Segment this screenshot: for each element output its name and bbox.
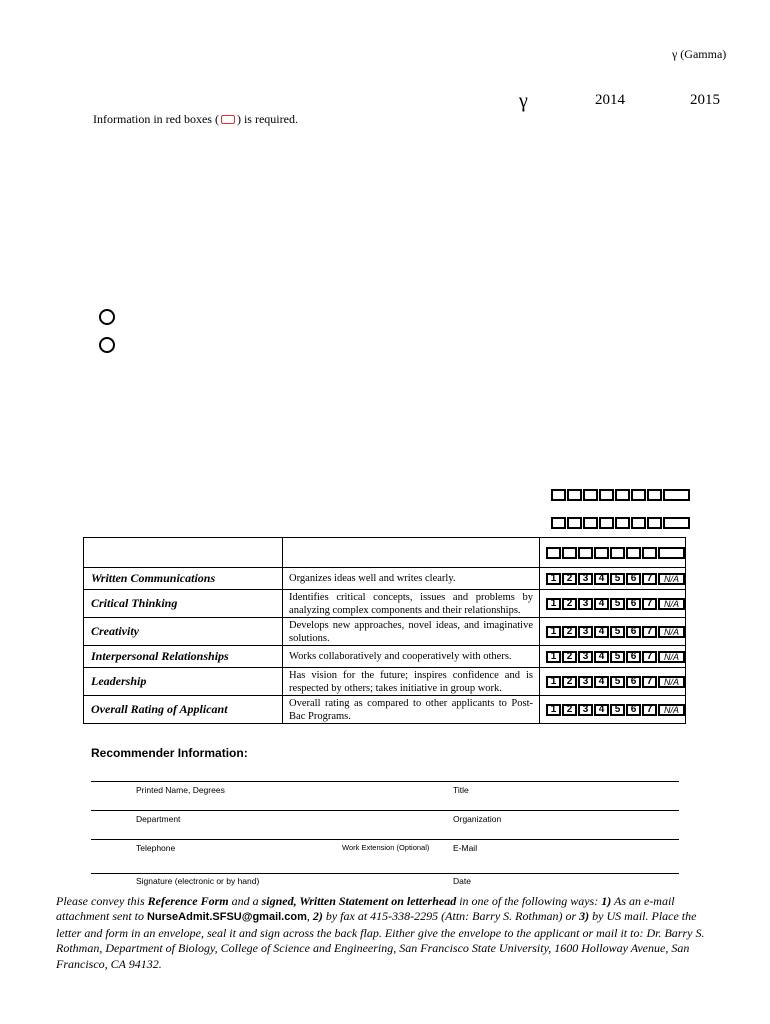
rating-category: Overall Rating of Applicant: [84, 696, 283, 724]
scale-option-1[interactable]: 1: [546, 598, 561, 610]
submission-instructions: [56, 894, 720, 972]
scale-option-na[interactable]: N/A: [658, 704, 685, 716]
instr-bold: 1): [601, 894, 612, 908]
rating-category: Leadership: [84, 668, 283, 696]
empty-box[interactable]: [647, 489, 662, 501]
empty-box[interactable]: [599, 517, 614, 529]
rating-row: [84, 618, 686, 646]
rating-scale: [539, 590, 685, 618]
scale-option-7[interactable]: 7: [642, 626, 657, 638]
rating-description: Overall rating as compared to other applicants to Post-Bac Programs.: [283, 696, 540, 724]
instr-text: Please convey this: [56, 894, 148, 908]
title-label: Title: [453, 785, 469, 795]
empty-scale-row-1: [551, 489, 690, 501]
scale-option-3[interactable]: 3: [578, 626, 593, 638]
rating-category: Creativity: [84, 618, 283, 646]
empty-box[interactable]: [594, 547, 609, 559]
scale-option-6[interactable]: 6: [626, 651, 641, 663]
signature-label: Signature (electronic or by hand): [136, 876, 260, 886]
empty-box-wide[interactable]: [663, 517, 690, 529]
department-organization-line[interactable]: [91, 810, 679, 811]
department-label: Department: [136, 814, 181, 824]
rating-description: Organizes ideas well and writes clearly.: [283, 568, 540, 590]
work-extension-label: Work Extension (Optional): [342, 843, 430, 852]
empty-box-wide[interactable]: [658, 547, 685, 559]
empty-box[interactable]: [647, 517, 662, 529]
telephone-label: Telephone: [136, 843, 176, 853]
rating-row: [84, 696, 686, 724]
chapter-label: γ (Gamma): [672, 47, 727, 61]
scale-option-5[interactable]: 5: [610, 704, 625, 716]
instr-text: by fax at 415-338-2295 (Attn: Barry S. Rothman) or: [322, 909, 580, 924]
rating-description: Identifies critical concepts, issues and problems by analyzing complex components and their relationships.: [283, 590, 540, 618]
instr-bold: signed, Written Statement on letterhead: [261, 894, 457, 908]
empty-box[interactable]: [551, 489, 566, 501]
instr-text: in one of the following ways:: [456, 894, 602, 908]
scale-option-2[interactable]: 2: [562, 704, 577, 716]
organization-label: Organization: [453, 814, 502, 824]
radio-option-2[interactable]: [99, 337, 115, 353]
scale-option-7[interactable]: 7: [642, 704, 657, 716]
scale-option-7[interactable]: 7: [642, 651, 657, 663]
recommender-title: Recommender Information:: [91, 746, 248, 760]
scale-option-7[interactable]: 7: [642, 573, 657, 585]
rating-description: Works collaboratively and cooperatively with others.: [283, 646, 540, 668]
scale-option-4[interactable]: 4: [594, 651, 609, 663]
scale-option-3[interactable]: 3: [578, 704, 593, 716]
scale-option-na[interactable]: N/A: [658, 676, 685, 688]
scale-option-1[interactable]: 1: [546, 676, 561, 688]
scale-option-2[interactable]: 2: [562, 626, 577, 638]
year-start: 2014: [595, 92, 625, 108]
scale-option-5[interactable]: 5: [610, 598, 625, 610]
scale-option-3[interactable]: 3: [578, 598, 593, 610]
scale-option-2[interactable]: 2: [562, 598, 577, 610]
empty-box[interactable]: [567, 517, 582, 529]
empty-box[interactable]: [615, 489, 630, 501]
empty-box[interactable]: [642, 547, 657, 559]
rating-scale: [539, 568, 685, 590]
scale-option-5[interactable]: 5: [610, 626, 625, 638]
required-note-after: ) is required.: [236, 112, 298, 126]
empty-box[interactable]: [610, 547, 625, 559]
instr-text: by US mail. Place the letter and form in an envelope, seal it and sign across the back flap. Either give the envelope to the applicant or mail it to: Dr. Barry S. Rothman, Department of Biology, College of Science and Engineering, San Francisco State University, 1600 Holloway Avenue, San Francisco, CA 94132.: [56, 909, 705, 971]
required-note: [93, 112, 298, 127]
rating-category: Written Communications: [84, 568, 283, 590]
rating-scale: [539, 618, 685, 646]
header-cell-description: [283, 538, 540, 568]
radio-option-1[interactable]: [99, 309, 115, 325]
scale-option-7[interactable]: 7: [642, 676, 657, 688]
name-title-line[interactable]: [91, 781, 679, 782]
rating-row: [84, 668, 686, 696]
scale-option-1[interactable]: 1: [546, 573, 561, 585]
empty-box[interactable]: [631, 489, 646, 501]
scale-option-7[interactable]: 7: [642, 598, 657, 610]
instr-text: and a: [228, 894, 262, 908]
instr-bold: 3): [579, 909, 590, 924]
scale-option-6[interactable]: 6: [626, 573, 641, 585]
instr-text: ,: [306, 909, 313, 924]
instr-bold: 2): [312, 909, 323, 924]
required-note-before: Information in red boxes (: [93, 112, 219, 126]
scale-option-1[interactable]: 1: [546, 651, 561, 663]
scale-option-4[interactable]: 4: [594, 598, 609, 610]
empty-box[interactable]: [583, 489, 598, 501]
scale-option-2[interactable]: 2: [562, 651, 577, 663]
empty-box[interactable]: [551, 517, 566, 529]
scale-option-5[interactable]: 5: [610, 573, 625, 585]
scale-option-6[interactable]: 6: [626, 626, 641, 638]
rating-row: [84, 646, 686, 668]
scale-option-3[interactable]: 3: [578, 573, 593, 585]
instr-text: As an e-mail attachment sent to: [56, 894, 675, 924]
rating-description: Develops new approaches, novel ideas, and imaginative solutions.: [283, 618, 540, 646]
rating-row: [84, 568, 686, 590]
empty-box[interactable]: [567, 489, 582, 501]
rating-scale: [539, 696, 685, 724]
scale-option-na[interactable]: N/A: [658, 626, 685, 638]
scale-option-na[interactable]: N/A: [658, 651, 685, 663]
scale-option-na[interactable]: N/A: [658, 598, 685, 610]
scale-option-4[interactable]: 4: [594, 626, 609, 638]
table-header-row: [84, 538, 686, 568]
empty-box[interactable]: [626, 547, 641, 559]
scale-option-6[interactable]: 6: [626, 598, 641, 610]
scale-option-na[interactable]: N/A: [658, 573, 685, 585]
rating-category: Interpersonal Relationships: [84, 646, 283, 668]
scale-option-2[interactable]: 2: [562, 573, 577, 585]
instr-bold: Reference Form: [147, 894, 229, 908]
scale-option-6[interactable]: 6: [626, 704, 641, 716]
scale-option-5[interactable]: 5: [610, 651, 625, 663]
rating-description: Has vision for the future; inspires confidence and is respected by others; takes initiative in group work.: [283, 668, 540, 696]
telephone-email-line[interactable]: [91, 839, 679, 840]
gamma-symbol: γ: [519, 90, 528, 112]
empty-box[interactable]: [599, 489, 614, 501]
header-cell-category: [84, 538, 283, 568]
scale-option-3[interactable]: 3: [578, 651, 593, 663]
rating-row: [84, 590, 686, 618]
year-end: 2015: [690, 92, 720, 108]
scale-option-5[interactable]: 5: [610, 676, 625, 688]
empty-box[interactable]: [546, 547, 561, 559]
rating-category: Critical Thinking: [84, 590, 283, 618]
scale-option-4[interactable]: 4: [594, 676, 609, 688]
empty-box[interactable]: [615, 517, 630, 529]
scale-option-4[interactable]: 4: [594, 704, 609, 716]
empty-box[interactable]: [583, 517, 598, 529]
email-label: E-Mail: [453, 843, 478, 853]
printed-name-label: Printed Name, Degrees: [136, 785, 225, 795]
scale-option-3[interactable]: 3: [578, 676, 593, 688]
rating-scale: [539, 668, 685, 696]
empty-scale-row-2: [551, 517, 690, 529]
contact-email-link[interactable]: NurseAdmit.SFSU@gmail.com: [146, 911, 307, 924]
scale-option-1[interactable]: 1: [546, 704, 561, 716]
date-label: Date: [453, 876, 471, 886]
empty-box-wide[interactable]: [663, 489, 690, 501]
empty-box[interactable]: [631, 517, 646, 529]
scale-option-2[interactable]: 2: [562, 676, 577, 688]
ratings-table: [83, 537, 686, 724]
scale-option-4[interactable]: 4: [594, 573, 609, 585]
empty-box[interactable]: [578, 547, 593, 559]
rating-scale: [539, 646, 685, 668]
red-box-icon: [221, 115, 235, 124]
scale-option-6[interactable]: 6: [626, 676, 641, 688]
scale-option-1[interactable]: 1: [546, 626, 561, 638]
empty-box[interactable]: [562, 547, 577, 559]
signature-date-line[interactable]: [91, 873, 679, 874]
header-cell-scale: [539, 538, 685, 568]
